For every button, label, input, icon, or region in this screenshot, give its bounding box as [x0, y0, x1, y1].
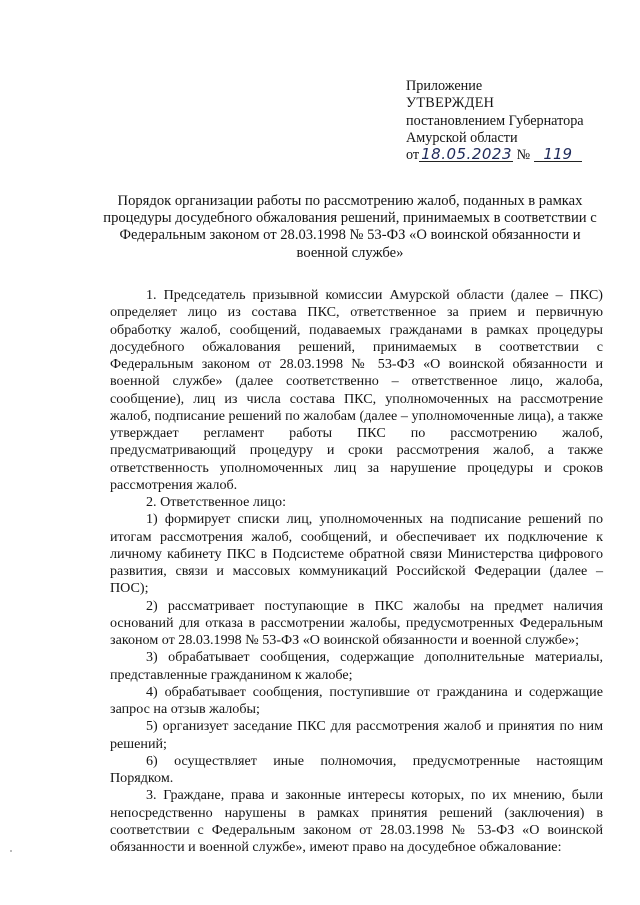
paragraph-2-1: 1) формирует списки лиц, уполномоченных на подписание решений по итогам рассмотрения жалоб, сообщений, и обеспечивает их подключение к личному кабинету ПКС в Подсистеме обратной связи Министерства цифрового развития, связи и массовых коммуникаций Российской Федерации (далее – ПОС);	[110, 511, 603, 597]
date-number-line	[406, 147, 626, 164]
appendix-label: Приложение	[406, 78, 483, 94]
document-title: Порядок организации работы по рассмотрению жалоб, поданных в рамках процедуры досудебного обжалования решений, принимаемых в соответствии с Федеральным законом от 28.03.1998 № 53-ФЗ «О воинской обязанности и военной службе»	[103, 193, 597, 261]
paragraph-2: 2. Ответственное лицо:	[146, 494, 286, 510]
number-label: №	[516, 147, 531, 164]
paragraph-2-6: 6) осуществляет иные полномочия, предусмотренные настоящим Порядком.	[110, 752, 603, 786]
handwritten-number: 119	[534, 147, 582, 162]
paragraph-2-3: 3) обрабатывает сообщения, содержащие дополнительные материалы, представленные гражданином к жалобе;	[110, 649, 603, 683]
paragraph-2-2: 2) рассматривает поступающие в ПКС жалобы на предмет наличия оснований для отказа в рассмотрении жалобы, предусмотренных Федеральным законом от 28.03.1998 № 53-ФЗ «О воинской обязанности и военной службе»;	[110, 597, 603, 648]
region-label: Амурской области	[406, 129, 518, 146]
approved-label: УТВЕРЖДЕН	[406, 95, 495, 112]
handwritten-date: 18.05.2023	[421, 145, 512, 164]
document-body	[110, 287, 603, 856]
from-label: от	[406, 147, 420, 164]
paragraph-2-5: 5) организует заседание ПКС для рассмотрения жалоб и принятия по ним решений;	[110, 718, 603, 752]
paragraph-2-4: 4) обрабатывает сообщения, поступившие от гражданина и содержащие запрос на отзыв жалобы;	[110, 683, 603, 717]
approval-block	[406, 78, 626, 164]
paragraph-1: 1. Председатель призывной комиссии Амурской области (далее – ПКС) определяет лицо из состава ПКС, ответственное за прием и первичную обработку жалоб, сообщений, подаваемых гражданами в рамках процедуры досудебного обжалования решений, принимаемых в соответствии с Федеральным законом от 28.03.1998 № 53-ФЗ «О воинской обязанности и военной службе» (далее соответственно – ответственное лицо, жалоба, сообщение), лиц из числа состава ПКС, уполномоченных на рассмотрение жалоб, подписание решений по жалобам (далее – уполномоченные лица), а также утверждает регламент работы ПКС по рассмотрению жалоб, предусматривающий процедуру и сроки рассмотрения жалоб, а также ответственность уполномоченных лиц за нарушение процедуры и сроков рассмотрения жалоб.	[110, 287, 603, 493]
decree-label: постановлением Губернатора	[406, 112, 584, 129]
scan-speck	[10, 850, 12, 852]
paragraph-3: 3. Граждане, права и законные интересы которых, по их мнению, были непосредственно нарушены в рамках принятия решений (заключения) в соответствии с Федеральным законом от 28.03.1998 № 53-ФЗ «О воинской обязанности и военной службе», имеют право на досудебное обжалование:	[110, 787, 603, 855]
